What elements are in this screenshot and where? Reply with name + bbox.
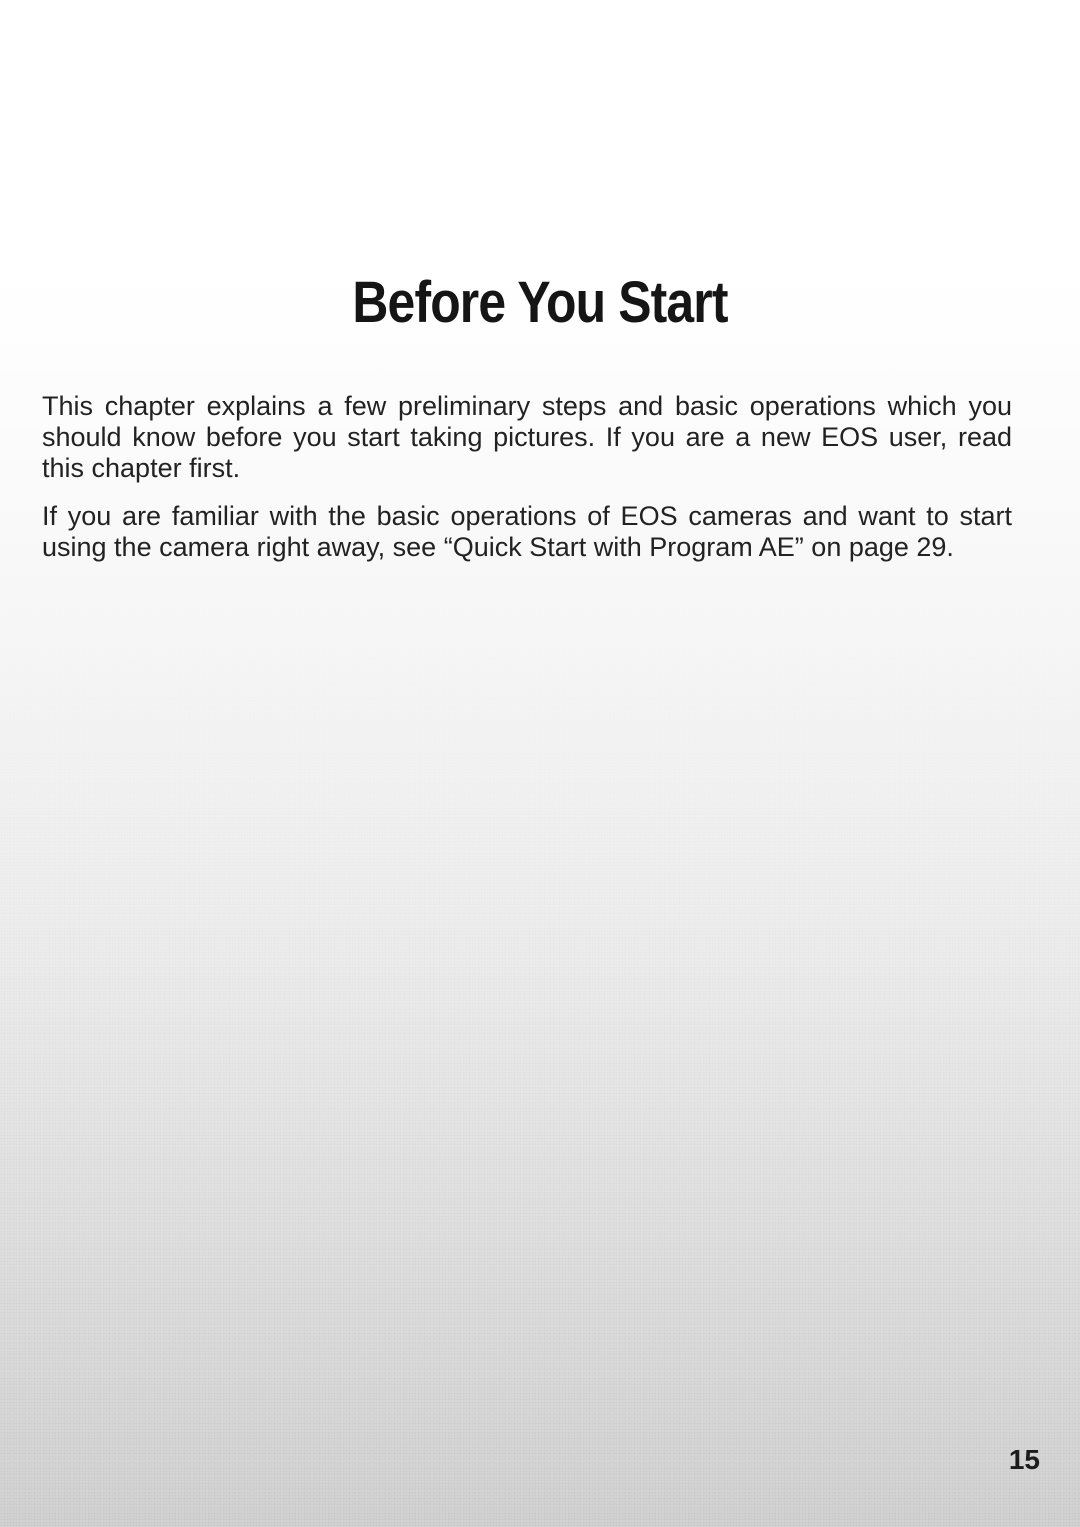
quick-start-paragraph: If you are familiar with the basic operations of EOS cameras and want to start using the camera right away, see “Quick Start with Program AE” on page 29.	[42, 501, 1012, 562]
chapter-title: Before You Start	[352, 270, 728, 335]
page-number: 15	[1008, 1444, 1040, 1475]
intro-paragraph: This chapter explains a few preliminary steps and basic operations which you should know before you start taking pictures. If you are a new EOS user, read this chapter first.	[42, 391, 1012, 483]
